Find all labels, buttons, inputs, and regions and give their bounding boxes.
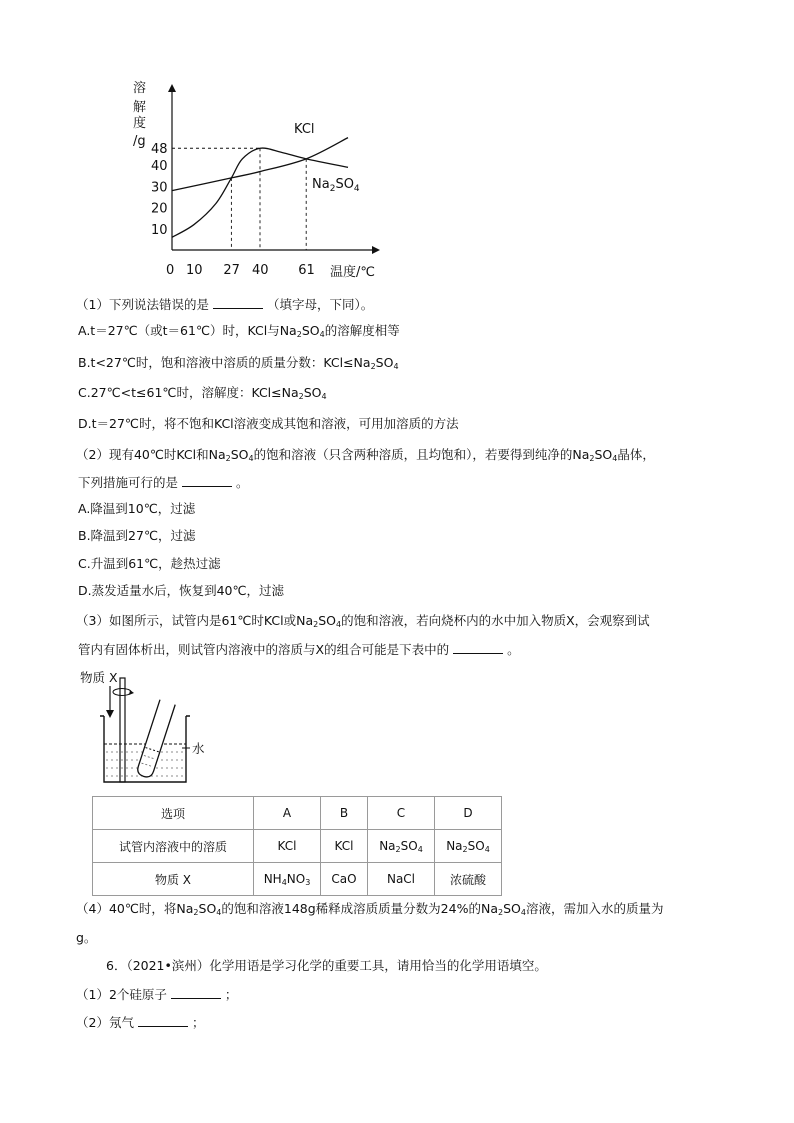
q6-item1-blank[interactable]: [171, 986, 221, 999]
y-axis-arrow: [168, 84, 176, 92]
q1-option-a: A.t＝27℃（或t＝61℃）时，KCl与$Na_2SO_4$的溶解度相等: [78, 323, 400, 339]
table-row: [93, 863, 502, 896]
x-axis-label: 温度/℃: [330, 265, 375, 280]
q4-stem-line1: （4）40℃时，将$Na_2SO_4$的饱和溶液148g稀释成溶质质量分数为24%的$Na_2SO_4$溶液，需加入水的质量为: [76, 901, 664, 917]
q2-stem-line2: 下列措施可行的是 。: [78, 475, 249, 490]
q3-stem-line2: 管内有固体析出，则试管内溶液中的溶质与X的组合可能是下表中的 。: [78, 642, 520, 657]
table-row-label: 试管内溶液中的溶质: [93, 830, 254, 863]
q3-stem-line1: （3）如图所示，试管内是61℃时KCl或$Na_2SO_4$的饱和溶液，若向烧杯内的水中加入物质X，会观察到试: [76, 613, 650, 629]
series-label-kcl: KCl: [294, 122, 315, 137]
y-axis-label: 度: [133, 116, 147, 131]
q1-stem: （1）下列说法错误的是 （填字母，下同）。: [76, 297, 374, 312]
q1-option-d: D.t＝27℃时，将不饱和KCl溶液变成其饱和溶液，可用加溶质的方法: [78, 416, 459, 431]
figure-label-substance-x: 物质 X: [80, 670, 118, 685]
test-tube: [136, 700, 175, 779]
q2-option-c: C.升温到61℃，趁热过滤: [78, 556, 221, 571]
y-tick-label: 20: [151, 201, 168, 217]
x-axis-arrow: [372, 246, 380, 254]
y-tick-label: 30: [151, 180, 168, 196]
table-cell: 浓硫酸: [435, 863, 502, 896]
x-tick-label: 10: [186, 263, 203, 278]
figure-label-water: 水: [192, 741, 205, 756]
y-tick-label: 10: [151, 222, 168, 238]
stir-arrow: [113, 689, 131, 696]
table-header-row: [93, 797, 502, 830]
table-header-cell: C: [368, 797, 435, 830]
y-axis-label: 解: [133, 100, 147, 115]
table-row-label: 物质 X: [93, 863, 254, 896]
beaker-figure: [76, 664, 226, 786]
x-tick-label: 61: [298, 263, 315, 278]
q1-answer-blank[interactable]: [213, 296, 263, 309]
q6-item-1: （1）2个硅原子 ；: [76, 987, 238, 1002]
q1-option-b: B.t<27℃时，饱和溶液中溶质的质量分数：$KCl\le Na_2SO_4$: [78, 355, 399, 371]
stirring-rod: [120, 678, 125, 782]
solubility-chart: [0, 0, 794, 290]
table-header-cell: 选项: [93, 797, 254, 830]
table-cell: KCl: [254, 830, 321, 863]
q6-item2-blank[interactable]: [138, 1014, 188, 1027]
q2-option-a: A.降温到10℃，过滤: [78, 501, 196, 516]
table-cell: KCl: [321, 830, 368, 863]
add-arrowhead: [106, 710, 114, 718]
q1-option-c: C.27℃<t≤61℃时，溶解度：$KCl\le Na_2SO_4$: [78, 385, 327, 401]
q2-answer-blank[interactable]: [182, 474, 232, 487]
table-row: [93, 830, 502, 863]
table-cell: NaCl: [368, 863, 435, 896]
y-axis-label: /g: [133, 134, 146, 149]
q3-answer-blank[interactable]: [453, 641, 503, 654]
x-tick-label: 40: [252, 263, 269, 278]
table-header-cell: A: [254, 797, 321, 830]
series-label-na2so4: $Na_2SO_4$: [312, 177, 360, 194]
y-axis-label: 溶: [133, 81, 147, 96]
q6-item-2: （2）氖气 ；: [76, 1015, 205, 1030]
table-header-cell: D: [435, 797, 502, 830]
table-cell: CaO: [321, 863, 368, 896]
options-table: [92, 796, 502, 896]
x-tick-label: 27: [223, 263, 240, 278]
table-cell: $Na_2SO_4$: [435, 830, 502, 863]
table-header-cell: B: [321, 797, 368, 830]
x-tick-label: 0: [166, 263, 175, 278]
q2-option-b: B.降温到27℃，过滤: [78, 528, 196, 543]
table-cell: $Na_2SO_4$: [368, 830, 435, 863]
q2-option-d: D.蒸发适量水后，恢复到40℃，过滤: [78, 583, 285, 598]
y-tick-label: 48: [151, 142, 168, 158]
q2-stem-line1: （2）现有40℃时KCl和$Na_2SO_4$的饱和溶液（只含两种溶质，且均饱和），若要得到纯净的$Na_2SO_4$晶体，: [76, 447, 655, 463]
table-cell: $NH_4NO_3$: [254, 863, 321, 896]
q6-stem: 6．（2021•滨州）化学用语是学习化学的重要工具，请用恰当的化学用语填空。: [106, 958, 547, 973]
q4-stem-line2: g。: [76, 930, 97, 945]
y-tick-label: 40: [151, 159, 168, 175]
